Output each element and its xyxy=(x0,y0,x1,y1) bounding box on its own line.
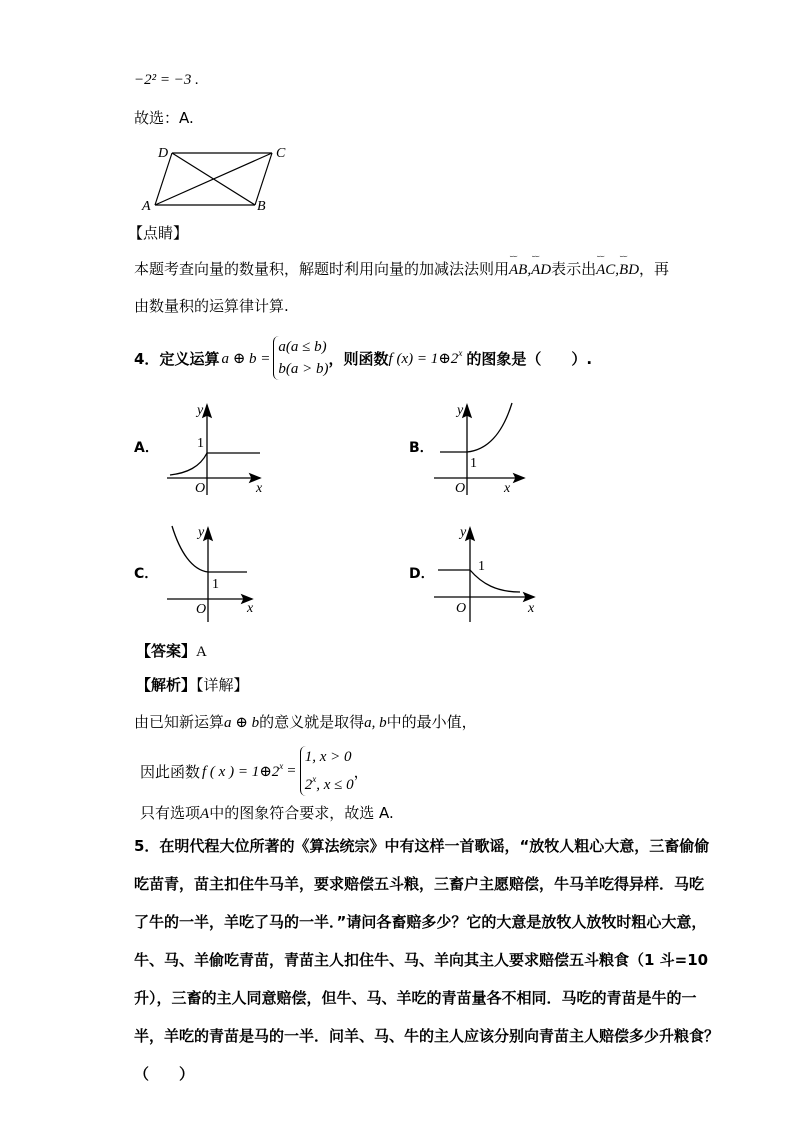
vertex-c-label: C xyxy=(276,146,286,161)
origin-label: O xyxy=(195,481,206,495)
choice-line: 故选：A. xyxy=(134,109,194,127)
vector-bd: ⌣⌣ BD xyxy=(619,262,639,279)
option-c-graph[interactable] xyxy=(162,522,272,622)
y-axis-label: y xyxy=(457,403,464,418)
value-one-label: 1 xyxy=(212,577,219,592)
answer-line xyxy=(136,640,207,661)
operator-definition: a ⊕ b = xyxy=(221,350,271,367)
analysis-line-1: 由已知新运算a ⊕ b的意义就是取得a, b中的最小值， xyxy=(134,713,477,731)
x-axis-label: x xyxy=(528,601,535,616)
value-one-label: 1 xyxy=(470,456,477,471)
y-axis-label: y xyxy=(197,403,204,418)
answer-tag: 【答案】 xyxy=(136,642,197,660)
question-5-line: 半，羊吃的青苗是马的一半．问羊、马、牛的主人应该分别向青苗主人赔偿多少升粮食？ xyxy=(134,1027,720,1045)
value-one-label: 1 xyxy=(197,436,204,451)
detail-tag: 【详解】 xyxy=(196,676,249,694)
note-text: ，再 xyxy=(639,260,670,278)
vector-ad: ⌣⌣ AD xyxy=(531,262,551,279)
question-5 xyxy=(134,827,719,1093)
note-header: 【点睛】 xyxy=(128,224,189,242)
x-axis-label: x xyxy=(504,481,511,495)
answer-blank: （ ） xyxy=(134,1065,195,1083)
analysis-tag: 【解析】 xyxy=(136,676,197,694)
case-2: b(a > b) xyxy=(278,361,329,377)
origin-label: O xyxy=(456,601,467,616)
origin-label: O xyxy=(196,602,207,617)
option-b-graph[interactable] xyxy=(432,395,542,495)
question-5-line: 吃苗青，苗主扣住牛马羊，要求赔偿五斗粮，三畜户主愿赔偿，牛马羊吃得异样．马吃 xyxy=(134,875,705,893)
analysis-line-3: 只有选项A中的图象符合要求，故选 A. xyxy=(140,804,394,822)
question-text: 的图象是（ ）. xyxy=(466,349,593,368)
question-text: 定义运算 xyxy=(159,349,220,368)
analysis-header xyxy=(136,674,249,695)
origin-label: O xyxy=(455,481,466,495)
question-5-line: 升），三畜的主人同意赔偿，但牛、马、羊吃的青苗量各不相同．马吃的青苗是牛的一 xyxy=(134,989,697,1007)
vertex-a-label: A xyxy=(142,199,151,214)
note-line-1: 本题考查向量的数量积，解题时利用向量的加减法法则用⌣⌣ AB,⌣⌣ AD表示出⌣⌣ AC,⌣⌣ BD，再 xyxy=(134,258,669,279)
analysis-line-2: 因此函数 f ( x ) = $1\oplus 2^x$ = 1, x > 0 2$^x$, x ≤ 0 ， xyxy=(140,746,369,796)
question-4-stem xyxy=(134,336,592,380)
vector-ac: ⌣⌣ AC xyxy=(596,262,615,279)
question-5-line: 牛、马、羊偷吃青苗，青苗主人扣住牛、马、羊向其主人要求赔偿五斗粮食（1 斗=10 xyxy=(134,951,709,969)
x-axis-label: x xyxy=(247,601,254,616)
question-5-line: 5．在明代程大位所著的《算法统宗》中有这样一首歌谣，“放牧人粗心大意，三畜偷偷 xyxy=(134,837,710,855)
question-5-line: 了牛的一半，羊吃了马的一半．”请问各畜赔多少？它的大意是放牧人放牧时粗心大意， xyxy=(134,913,707,931)
note-text: 表示出 xyxy=(551,260,597,278)
option-d-label[interactable]: D． xyxy=(409,566,435,582)
option-a-graph[interactable] xyxy=(162,395,272,495)
note-text: 本题考查向量的数量积，解题时利用向量的加减法法则用 xyxy=(134,260,510,278)
option-c-label[interactable]: C． xyxy=(134,566,159,582)
option-a-label[interactable]: A． xyxy=(134,440,159,456)
question-text: ，则函数 xyxy=(328,349,389,368)
x-axis-label: x xyxy=(256,481,263,495)
piecewise-result: 1, x > 0 2$^x$, x ≤ 0 xyxy=(300,746,354,796)
answer-value: A xyxy=(196,644,207,660)
option-d-graph[interactable] xyxy=(432,522,547,622)
y-axis-label: y xyxy=(460,525,467,540)
value-one-label: 1 xyxy=(478,559,485,574)
option-b-label[interactable]: B． xyxy=(409,440,434,456)
vertex-b-label: B xyxy=(257,199,266,214)
parallelogram-figure xyxy=(140,140,300,220)
case-1: a(a ≤ b) xyxy=(278,339,327,355)
equation-tail: −2² = −3 . xyxy=(134,72,199,88)
function-expression: f $(x) = 1\oplus 2^x$ xyxy=(388,348,463,367)
question-number: 4． xyxy=(134,349,160,368)
note-line-2: 由数量积的运算律计算. xyxy=(134,297,289,315)
piecewise-definition xyxy=(273,336,328,380)
vertex-d-label: D xyxy=(158,146,169,161)
y-axis-label: y xyxy=(198,525,205,540)
vector-ab: ⌣⌣ AB xyxy=(509,262,527,279)
